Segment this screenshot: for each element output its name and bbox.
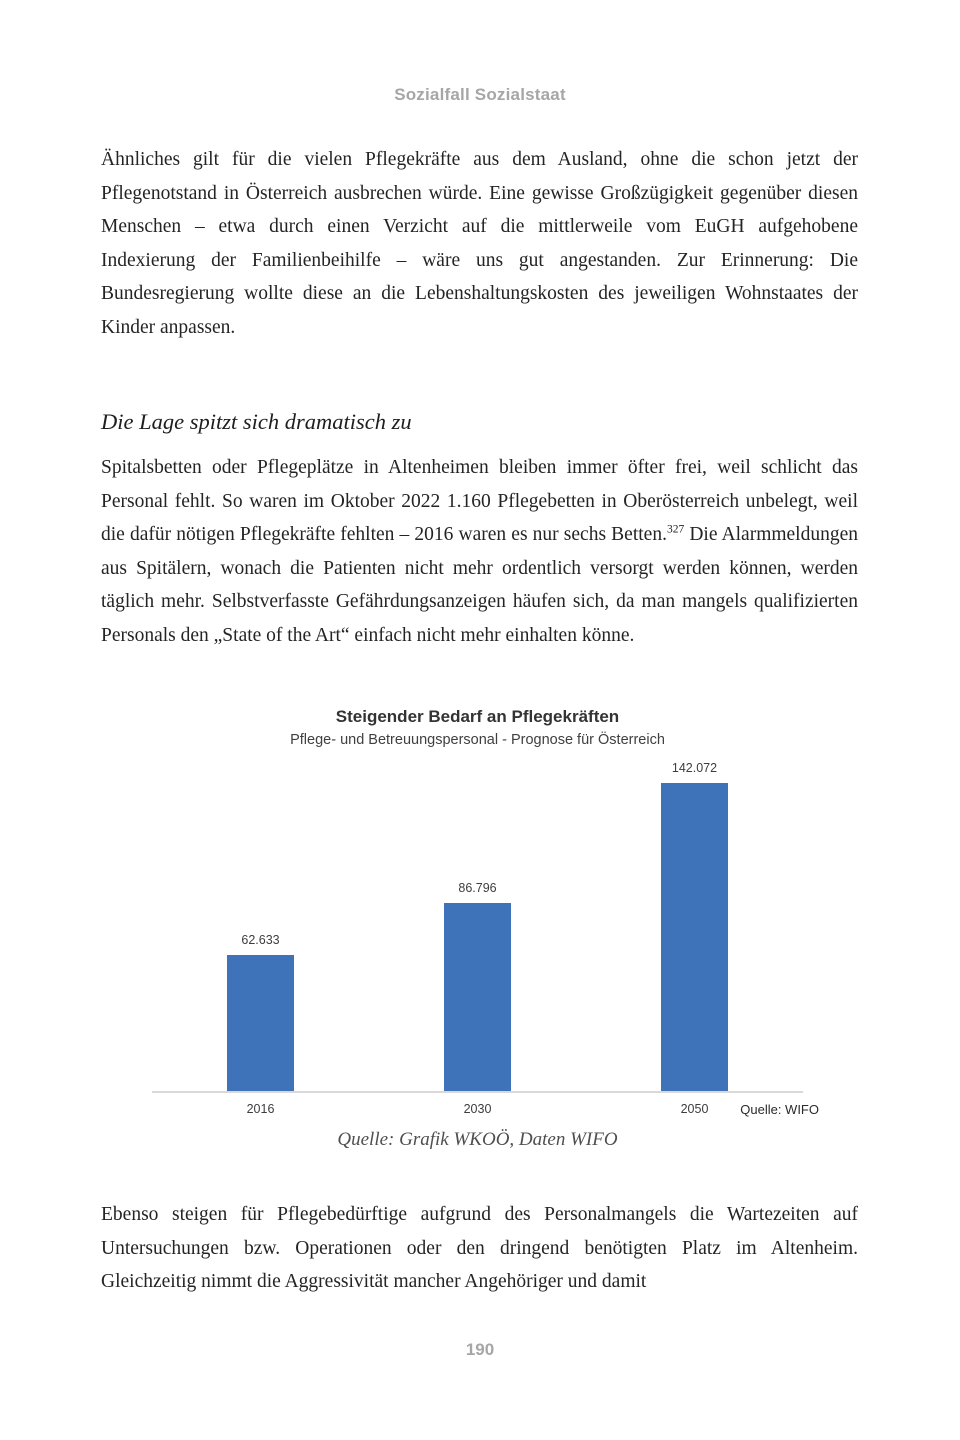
figure-caption: Quelle: Grafik WKOÖ, Daten WIFO <box>337 1129 618 1150</box>
bar-2050 <box>661 783 728 1091</box>
chart-plot <box>152 754 803 1093</box>
paragraph-2 <box>101 451 858 653</box>
bar-group-2030 <box>369 880 586 1091</box>
paragraph-1: Ähnliches gilt für die vielen Pflegekräfte aus dem Ausland, ohne die schon jetzt der Pflegenotstand in Österreich ausbrechen würde. Eine gewisse Großzügigkeit gegenüber diesen Menschen – etwa durch einen Verzicht auf die mittlerweile vom EuGH aufgehobene Indexierung der Familienbeihilfe – wäre uns gut angestanden. Zur Erinnerung: Die Bundesregierung wollte diese an die Lebenshaltungskosten des jeweiligen Wohnstaates der Kinder anpassen. <box>101 149 858 338</box>
bar-value-label: 62.633 <box>241 933 280 947</box>
category-label-2016: 2016 <box>246 1102 275 1116</box>
category-label-2030: 2030 <box>463 1102 492 1116</box>
paragraph-3: Ebenso steigen für Pflegebedürftige aufgrund des Personalmangels die Wartezeiten auf Untersuchungen bzw. Operationen oder den dringend benötigten Platz im Altenheim. Gleichzeitig nimmt die Aggressivität mancher Angehöriger und damit <box>101 1204 858 1293</box>
chart-source-note: Quelle: WIFO <box>740 1102 819 1117</box>
paragraph-2-text: Spitalsbetten oder Pflegeplätze in Altenheimen bleiben immer öfter frei, weil schlicht das Personal fehlt. So waren im Oktober 2022 1.160 Pflegebetten in Oberösterreich unbelegt, weil die dafür nötigen Pflegekräfte fehlten – 2016 waren es nur sechs Betten. <box>101 457 858 546</box>
chart-title: Steigender Bedarf an Pflegekräften <box>335 707 620 726</box>
bar-chart-figure <box>152 706 819 1151</box>
running-header: Sozialfall Sozialstaat <box>394 85 566 104</box>
bar-value-label: 86.796 <box>458 881 497 895</box>
bar-2016 <box>227 955 294 1091</box>
category-label-2050: 2050 <box>680 1102 709 1116</box>
bar-2030 <box>444 903 511 1091</box>
page-number: 190 <box>465 1340 495 1359</box>
footnote-ref: 327 <box>666 523 685 536</box>
bar-group-2050 <box>586 760 803 1091</box>
bar-group-2016 <box>152 932 369 1091</box>
chart-subtitle: Pflege- und Betreuungspersonal - Prognose für Österreich <box>290 732 665 748</box>
section-heading: Die Lage spitzt sich dramatisch zu <box>101 409 412 434</box>
chart-categories <box>152 1101 819 1117</box>
paragraph-2-continued: Die Alarmmeldungen aus Spitälern, wonach die Patienten nicht mehr ordentlich versorgt werden können, werden täglich mehr. Selbstverfasste Gefährdungsanzeigen häufen sich, da man mangels qualifizierten Personals den „State of the Art“ einfach nicht mehr einhalten könne. <box>101 524 859 646</box>
bar-value-label: 142.072 <box>671 761 718 775</box>
